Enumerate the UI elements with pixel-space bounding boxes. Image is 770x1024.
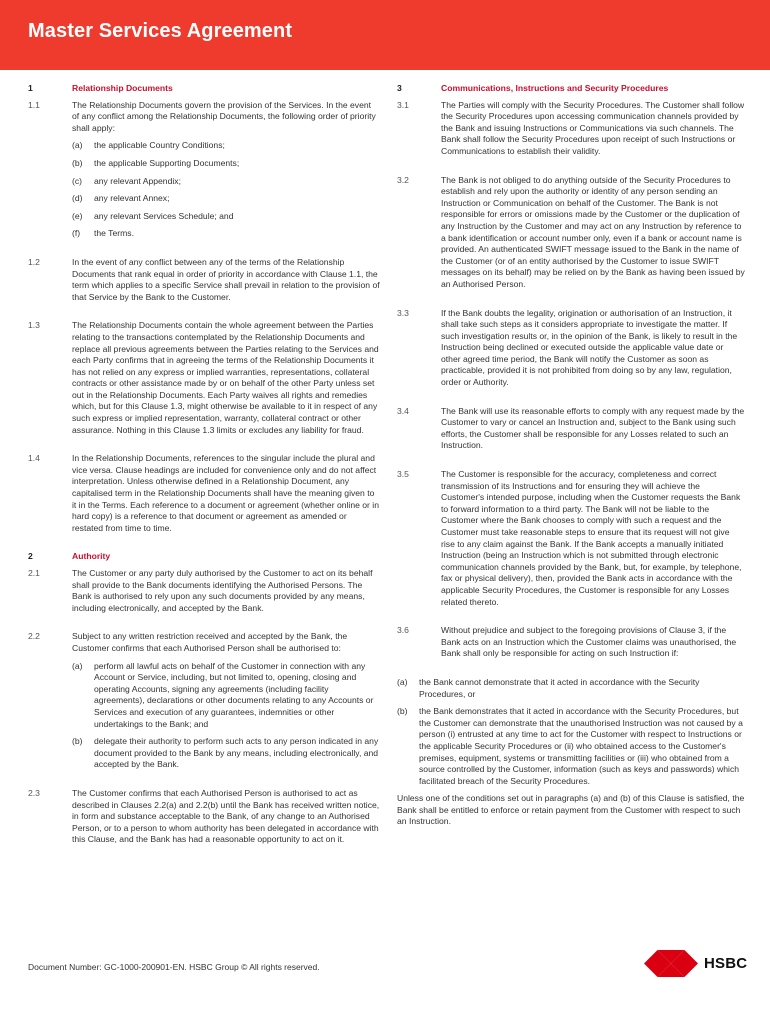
section-heading [397, 83, 745, 95]
clause-number: 1.4 [28, 453, 40, 464]
item-text: any relevant Services Schedule; and [94, 210, 234, 221]
item-label: (b) [72, 736, 83, 747]
clause-number: 2.2 [28, 631, 40, 642]
item-label: (e) [72, 210, 83, 221]
left-column [28, 83, 380, 863]
clause [397, 175, 745, 297]
item-text: any relevant Appendix; [94, 175, 181, 186]
clause-text: The Customer confirms that each Authorised Person is authorised to act as described in Clauses 2.2(a) and 2.2(b) until the Bank has received written notice, in form and substance acceptable to the Bank, of any change to an Authorised Person, or to a person to whom authority has been delegated in accordance with this Clause, and the Bank has had a reasonable opportunity to act on it. [72, 787, 380, 845]
list-item [397, 706, 745, 787]
clause [28, 788, 380, 852]
list-item [72, 176, 380, 188]
clause-text: The Bank is not obliged to do anything outside of the Security Procedures to establish and rely upon the authority or identity of any person sending an Instruction or Communication on behalf of the Customer. The Bank is not responsible for errors or omissions made by the Customer or the duplication of any Instruction by the Customer and may act on any Instruction by reference to a bank identification or account number only, even if a bank or account name is provided. An authenticated SWIFT message issued to the Bank in the name of the Customer (or of an entity authorised by the Customer to issue SWIFT messages on its behalf) may be relied on by the Bank as having been issued by an Authorised Person. [441, 174, 745, 289]
section-title: Relationship Documents [72, 83, 173, 93]
clause [397, 625, 745, 666]
clause [397, 406, 745, 458]
list-item [72, 193, 380, 205]
clause-number: 1.3 [28, 320, 40, 331]
clause-number: 3.3 [397, 307, 409, 318]
section-title: Authority [72, 551, 111, 562]
clause [397, 308, 745, 395]
item-label: (f) [72, 228, 81, 239]
clause-text: If the Bank doubts the legality, origination or authorisation of an Instruction, it shall take such steps as it considers appropriate to investigate the matter. If such investigation results or, in the opinion of the Bank, is likely to result in the Instruction being declined or executed outside the applicable value date or other agreed time period, the Bank will notify the Customer as soon as practicable, provided it is not prohibited from doing so by any law, regulation, order or Authority. [441, 307, 738, 388]
section-number: 2 [28, 551, 33, 562]
clause-text: In the Relationship Documents, references to the singular include the plural and vice versa. Clause headings are included for convenience only and do not affect interpretation. Unless otherwise defined in a Relationship Document, any capitalised term in the Relationship Documents shall have the meaning given to it in the Terms. Each reference to a document or agreement (whether online or in hard copy) is a reference to that document or agreement as amended or restated from time to time. [72, 453, 379, 533]
item-label: (a) [397, 676, 408, 687]
clause-number: 1.2 [28, 256, 40, 267]
clause-text: The Relationship Documents contain the whole agreement between the Parties relating to the transactions contemplated by the Relationship Documents and replace all previous agreements between the Parties relating to the Services and each Party confirms that in agreeing the terms of the Relationship Documents it has not relied on any express or implied warranties, representations, collateral contracts or other assistance made by or on behalf of the other Party unless set out in the Relationship Documents. Each Party waives all rights and remedies which, but for this Clause 1.3, might otherwise be available to it in respect of any such express or implied representation, warranty, collateral contract or other assurance. Nothing in this Clause 1.3 limits or excludes any liability for fraud. [72, 320, 379, 435]
clause [397, 100, 745, 164]
clause-text: Subject to any written restriction received and accepted by the Bank, the Customer confirms that each Authorised Person shall be authorised to: [72, 631, 348, 653]
clause-number: 3.1 [397, 99, 409, 110]
clause [28, 257, 380, 309]
section-title: Communications, Instructions and Security Procedures [441, 83, 669, 93]
clause-number: 1.1 [28, 99, 40, 110]
clause [28, 320, 380, 442]
list-item [72, 736, 380, 771]
item-text: the applicable Country Conditions; [94, 140, 225, 151]
list-item [72, 661, 380, 731]
condition-list [397, 677, 745, 787]
item-text: the Terms. [94, 228, 134, 239]
clause-number: 2.3 [28, 787, 40, 798]
closing-text: Unless one of the conditions set out in paragraphs (a) and (b) of this Clause is satisfied, the Bank shall be entitled to enforce or retain payment from the Customer with respect to such an Instruction. [397, 793, 745, 827]
section-number: 1 [28, 83, 33, 93]
logo-wordmark: HSBC [704, 955, 748, 972]
clause-text: The Parties will comply with the Security Procedures. The Customer shall follow the Security Procedures upon accessing communication channels provided by the Bank and issuing Instructions or Communications via such channels. The Bank shall follow the Security Procedures upon receipt of such Instructions or Communications to establish their validity. [441, 99, 745, 156]
clause-number: 3.5 [397, 469, 409, 480]
right-column [397, 83, 745, 828]
item-label: (b) [72, 157, 83, 168]
clause [397, 469, 745, 614]
item-text: the applicable Supporting Documents; [94, 157, 240, 168]
clause-number: 3.6 [397, 625, 409, 636]
clause-text: The Customer is responsible for the accuracy, completeness and correct transmission of its Instructions and for ensuring they will achieve the Customer's intended purpose, including when the Customer requests the Bank to forward information to a third party. The Bank will not be liable to the Customer where the Bank chooses to comply with such a request and the Customer must take reasonable steps to ensure that its request will not give rise to any claim against the Bank. If the Bank accepts a manually initiated Instruction (being an Instruction which is not submitted through electronic communication channels provided by the Bank, but, for example, by telephone, fax or physical delivery), then, provided the Bank acts in accordance with the applicable Security Procedures, the Customer is responsible for any Losses related thereto. [441, 469, 742, 607]
item-label: (b) [397, 706, 408, 717]
title-banner [0, 0, 770, 70]
list-item [72, 158, 380, 170]
clause [28, 453, 380, 540]
authority-list [72, 661, 380, 771]
clause [28, 631, 380, 777]
clause-text: The Bank will use its reasonable efforts to comply with any request made by the Customer to vary or cancel an Instruction and, subject to the Bank using such efforts, the Customer shall be responsible for any Losses related to such an Instruction. [441, 405, 745, 451]
clause-number: 2.1 [28, 568, 40, 578]
item-label: (a) [72, 660, 83, 671]
item-label: (a) [72, 140, 83, 151]
clause-text: The Customer or any party duly authorised by the Customer to act on its behalf shall provide to the Bank documents identifying the Authorised Persons. The Bank is authorised to rely upon any such documents provided by any means, including electronically, and accepted by the Bank. [72, 568, 373, 613]
list-item [72, 211, 380, 223]
item-text: the Bank demonstrates that it acted in accordance with the Security Procedures, but the Customer can demonstrate that the unauthorised Instruction was not caused by a person (i) entrusted at any time to act for the Customer with respect to Instructions or the applicable Security Procedures or (ii) who obtained access to the Customer's premises, equipment, systems or transmitting facilities or (iii) who obtained from a source controlled by the Customer, information (such as keys and passwords) which facilitated breach of the Security Procedures. [419, 706, 743, 786]
footer-document-number: Document Number: GC-1000-200901-EN. HSBC Group © All rights reserved. [28, 962, 320, 972]
item-text: any relevant Annex; [94, 193, 170, 204]
clause-text: Without prejudice and subject to the foregoing provisions of Clause 3, if the Bank acts on an Instruction which the Customer claims was unauthorised, the Bank shall only be responsible for acting on such Instruction if: [441, 625, 737, 659]
clause [28, 100, 380, 246]
item-text: perform all lawful acts on behalf of the Customer in connection with any Account or Service, including, but not limited to, opening, closing and operating Accounts, signing any agreements (including facility agreements), declarations or other documents relating to any Accounts or Services and execution of any guarantees, indemnities or other undertakings to the Bank; and [94, 660, 374, 729]
item-text: delegate their authority to perform such acts to any person indicated in any document provided to the Bank by any means, including electronically, and accepted by the Bank. [94, 736, 379, 770]
clause-number: 3.2 [397, 174, 409, 185]
item-text: the Bank cannot demonstrate that it acted in accordance with the Security Procedures, or [419, 676, 700, 699]
list-item [72, 140, 380, 152]
clause [28, 568, 380, 620]
section-heading [28, 551, 380, 563]
clause-text: The Relationship Documents govern the provision of the Services. In the event of any conflict among the Relationship Documents, the following order of priority shall apply: [72, 99, 376, 133]
section-heading [28, 83, 380, 95]
hsbc-logo [644, 950, 747, 977]
section-number: 3 [397, 83, 402, 93]
hexagon-logo-icon [644, 950, 698, 977]
priority-list [72, 140, 380, 240]
clause-text: In the event of any conflict between any of the terms of the Relationship Documents that rank equal in order of priority in accordance with Clause 1.1, the term which applies to a specific Service shall prevail in relation to the provision of that Service by the Bank to the Customer. [72, 256, 380, 302]
list-item [72, 228, 380, 240]
clause-number: 3.4 [397, 405, 409, 416]
list-item [397, 677, 745, 700]
page-title: Master Services Agreement [28, 20, 293, 42]
item-label: (c) [72, 175, 83, 186]
item-label: (d) [72, 193, 83, 204]
